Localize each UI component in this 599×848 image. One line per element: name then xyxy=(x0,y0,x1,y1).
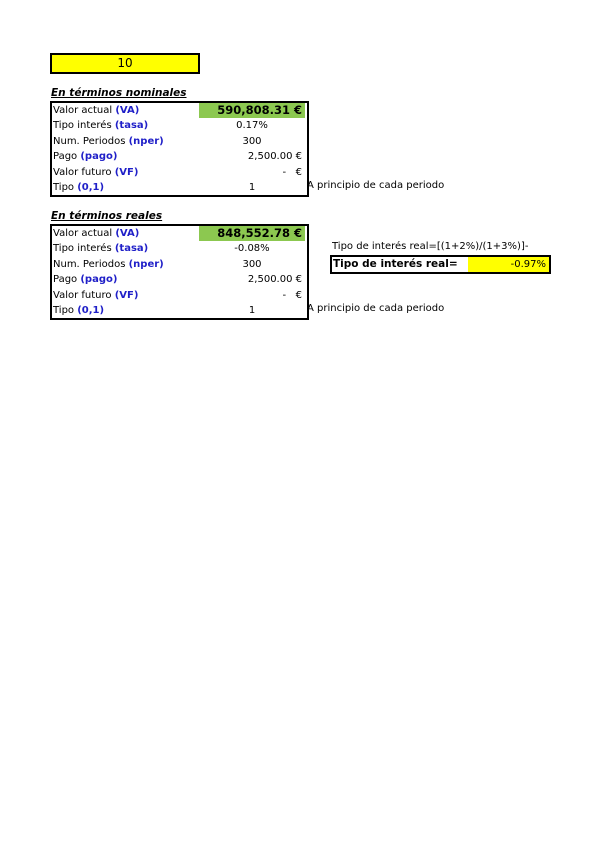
real-note: A principio de cada periodo xyxy=(307,303,445,314)
nominal-row-vf xyxy=(52,165,307,180)
real-nper-value[interactable]: 300 xyxy=(242,258,262,270)
real-rate-label: Tipo de interés real= xyxy=(333,258,458,270)
real-rate-value[interactable]: -0.97% xyxy=(468,257,549,272)
real-tipo-label: Tipo (0,1) xyxy=(53,304,105,316)
real-vf-value[interactable]: - € xyxy=(282,289,302,301)
real-tasa-label: Tipo interés (tasa) xyxy=(53,243,149,255)
nominal-table xyxy=(50,101,309,197)
nominal-tasa-value[interactable]: 0.17% xyxy=(236,120,268,132)
nominal-row-nper xyxy=(52,134,307,149)
real-vf-label: Valor futuro (VF) xyxy=(53,289,139,301)
nominal-pago-label: Pago (pago) xyxy=(53,151,118,163)
real-tipo-value[interactable]: 1 xyxy=(248,304,256,316)
nominal-tasa-label: Tipo interés (tasa) xyxy=(53,120,149,132)
real-row-vf xyxy=(52,288,307,303)
nominal-vf-label: Valor futuro (VF) xyxy=(53,166,139,178)
real-pago-label: Pago (pago) xyxy=(53,274,118,286)
real-va-label: Valor actual (VA) xyxy=(53,228,140,239)
nominal-row-va xyxy=(52,103,307,118)
nominal-nper-value[interactable]: 300 xyxy=(242,135,262,147)
real-heading: En términos reales xyxy=(51,210,163,222)
nominal-tipo-label: Tipo (0,1) xyxy=(53,181,105,193)
real-row-pago xyxy=(52,272,307,287)
real-rate-box xyxy=(330,255,551,274)
nominal-tipo-value[interactable]: 1 xyxy=(248,181,256,193)
period-badge: 10 xyxy=(50,53,200,74)
real-row-va xyxy=(52,226,307,241)
real-table xyxy=(50,224,309,320)
real-row-tasa xyxy=(52,241,307,256)
nominal-row-tasa xyxy=(52,118,307,133)
nominal-nper-label: Num. Periodos (nper) xyxy=(53,135,164,147)
nominal-note: A principio de cada periodo xyxy=(307,180,445,191)
nominal-heading: En términos nominales xyxy=(51,87,187,99)
nominal-va-value[interactable]: 590,808.31 € xyxy=(199,103,305,118)
real-row-nper xyxy=(52,257,307,272)
real-tasa-value[interactable]: -0.08% xyxy=(234,243,270,255)
nominal-pago-value[interactable]: 2,500.00 € xyxy=(247,151,302,163)
nominal-va-label: Valor actual (VA) xyxy=(53,105,140,116)
nominal-row-pago xyxy=(52,149,307,164)
real-nper-label: Num. Periodos (nper) xyxy=(53,258,164,270)
nominal-vf-value[interactable]: - € xyxy=(282,166,302,178)
nominal-row-tipo xyxy=(52,180,307,195)
real-row-tipo xyxy=(52,303,307,318)
real-pago-value[interactable]: 2,500.00 € xyxy=(247,274,302,286)
formula-text: Tipo de interés real=[(1+2%)/(1+3%)]- xyxy=(332,241,529,252)
real-va-value[interactable]: 848,552.78 € xyxy=(199,226,305,241)
